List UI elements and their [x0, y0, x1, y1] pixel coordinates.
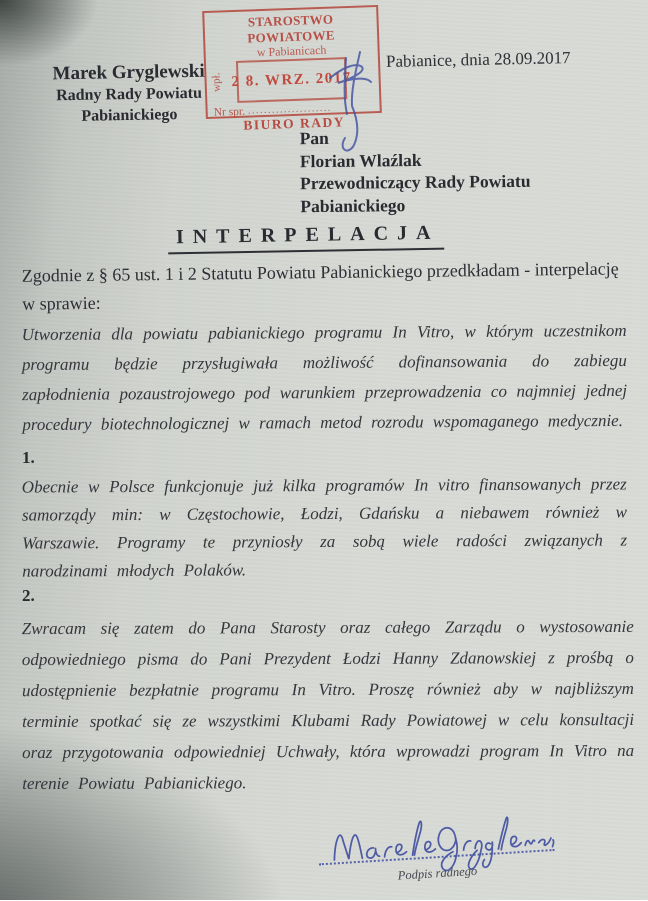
section-2-text: Zwracam się zatem do Pana Starosty oraz całego Zarządu o wystosowanie odpowiedniego pisma do Pani Prezydent Łodzi Hanny Zdanowskiej z prośbą o udostępnienie bezpłatnie programu In Vitro. Proszę również aby w najbliższym terminie spotkać się ze wszystkimi Klubami Rady Powiatowej w celu konsultacji oraz przygotowania odpowiedniej Uchwały, która wprowadzi program In Vitro na terenie Powiatu Pabianickiego.	[21, 616, 635, 794]
stamp-case-number-label: Nr spr.	[213, 105, 246, 119]
sender-name: Marek Gryglewski	[52, 60, 205, 85]
section-1-text: Obecnie w Polsce funkcjonuje już kilka programów In vitro finansowanych przez samorządy min: w Częstochowie, Łodzi, Gdańsku a niebawem również w Warszawie. Programy te przyniosły za sobą wiele radości związanych z narodzinami młodych Polaków.	[21, 474, 628, 581]
stamp-date: 2 8. WRZ. 2017	[236, 57, 347, 103]
signature-caption: Podpis radnego	[397, 863, 478, 883]
letter-date: Pabianice, dnia 28.09.2017	[385, 48, 571, 71]
recipient-salutation: Pan	[299, 127, 329, 149]
stamp-received-label: wpł.	[210, 72, 224, 93]
section-2-number: 2.	[22, 586, 35, 605]
stamp-bureau-label: BIURO RADY	[243, 114, 346, 133]
stamp-office-name: STAROSTWO POWIATOWE	[247, 11, 336, 46]
recipient-title-1: Przewodniczący Rady Powiatu	[300, 170, 531, 194]
recipient-name: Florian Wlaźlak	[299, 149, 422, 171]
intro-paragraph	[22, 254, 638, 318]
recipient-block	[300, 125, 531, 217]
intro-line-2: w sprawie:	[22, 292, 101, 314]
document-title: INTERPELACJA	[168, 222, 444, 255]
stamp-dotted-leader: .....................	[247, 102, 333, 117]
sender-title-1: Radny Rady Powiatu	[55, 84, 203, 105]
signature-name	[315, 805, 316, 806]
intro-line-1: Zgodnie z § 65 ust. 1 i 2 Statutu Powiatu Pabianickiego przedkładam - interpelację	[21, 258, 619, 286]
sender-block	[19, 60, 238, 128]
signature-block	[315, 791, 562, 901]
recipient-title-2: Pabianickiego	[300, 194, 406, 216]
section-1-number: 1.	[22, 448, 35, 467]
subject-paragraph: Utworzenia dla powiatu pabianickiego programu In Vitro, w którym uczestnikom programu będzie przysługiwała możliwość dofinansowania do zabiegu zapłodnienia pozaustrojowego pod warunkiem przeprowadzenia co najmniej jednej procedury biotechnologicznej w ramach metod rozrodu wspomaganego medycznie.	[21, 320, 628, 435]
sender-title-2: Pabianickiego	[81, 106, 178, 125]
stamp-office-city: w Pabianicach	[256, 42, 327, 60]
